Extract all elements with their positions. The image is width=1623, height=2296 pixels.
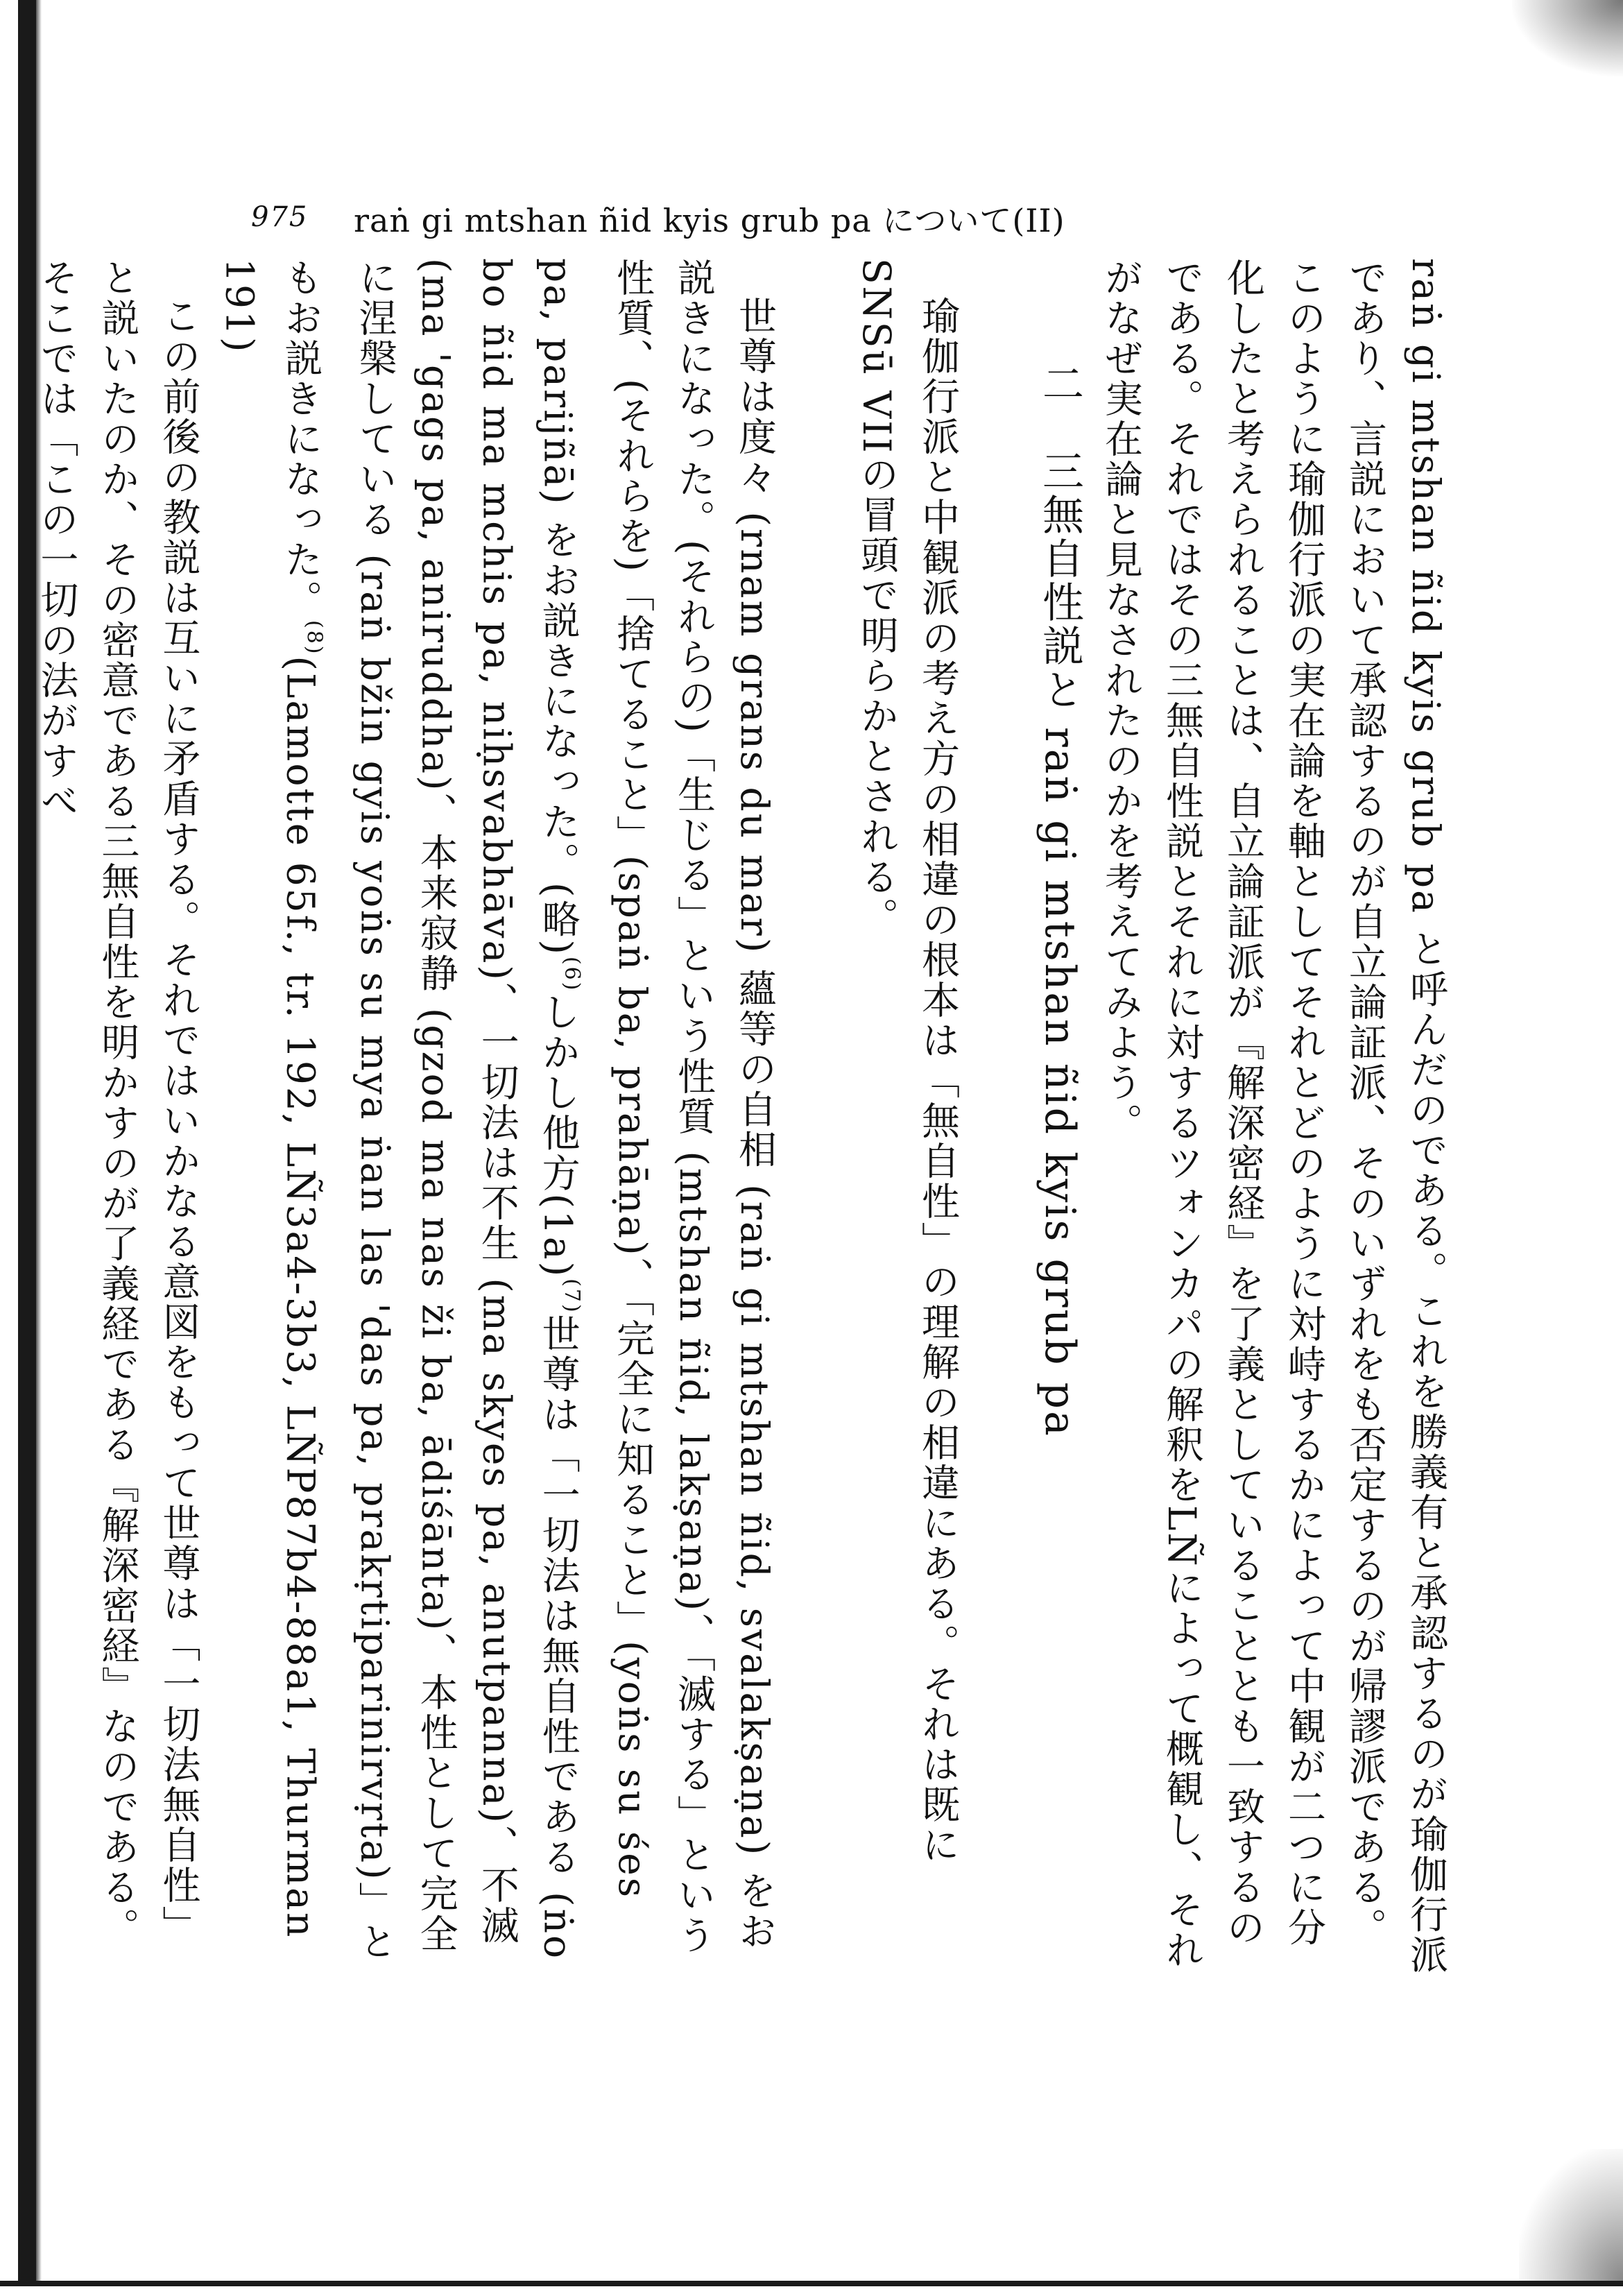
- body-text: [34, 258, 1457, 1978]
- quote-part-b: しかし他方: [535, 992, 581, 1194]
- quote-paragraph: [209, 258, 785, 1978]
- page-number: 975: [251, 201, 309, 233]
- section-heading: 二 三無自性説と raṅ gi mtshan ñid kyis grub pa: [1036, 362, 1084, 1438]
- running-title: raṅ gi mtshan ñid kyis grub pa について(II): [354, 202, 1065, 239]
- paragraph-4: この前後の教説は互いに矛盾する。それではいかなる意図をもって世尊は「一切法無自性」と説いたのか、その密意である三無自性を明かすのが了義経である『解深密経』なのである。そこでは「この一切の法がすべ: [34, 258, 201, 1948]
- scan-bottom-edge: [0, 2281, 1623, 2286]
- label-1a: (1a): [535, 1193, 581, 1279]
- scan-corner-top-right: [1512, 0, 1623, 76]
- footnote-ref-7: (7): [560, 1278, 584, 1314]
- paragraph-1: raṅ gi mtshan ñid kyis grub pa と呼んだのである。これを勝義有と承認するのが瑜伽行派であり、言説において承認するのが自立論証派、そのいずれをも否定するのが帰謬派である。このように瑜伽行派の実在論を軸としてそれとどのように対峙するかによって中観が二つに分化したと考えられることは、自立論証派が『解深密経』を了義としていることとも一致するのである。それではその三無自性説とそれに対するツォンカパの解釈をLÑによって概観し、それがなぜ実在論と見なされたのかを考えてみよう。: [1099, 258, 1448, 1976]
- paragraph-2: 瑜伽行派と中観派の考え方の相違の根本は「無自性」の理解の相違にある。それは既にSNSū VIIの冒頭で明らかとされる。: [855, 258, 960, 1865]
- quote-part-c: 世尊は「一切法は無自性である (ṅo bo ñid ma mchis pa, niḥsvabhāva)、一切法は不生 (ma skyes pa, anutpanna)、不滅 (ma 'gags pa, aniruddha)、本来寂静 (gzod ma nas ži ba, ādiśānta)、本性として完全に涅槃している (raṅ bžin gyis yoṅs su mya ṅan las 'das pa, prakṛtiparinirvṛta)」ともお説きになった。: [278, 258, 581, 1962]
- scan-corner-bottom-right: [1519, 2149, 1623, 2281]
- footnote-ref-6: (6): [560, 956, 584, 993]
- quote-part-a: 世尊は度々 (rnam grans du mar) 蘊等の自相 (raṅ gi mtshan ñid, svalakṣaṇa) をお説きになった。(それらの)「生じる」という性質 (mtshan ñid, lakṣaṇa)、「滅する」という性質、(それらを)「捨てること」(spaṅ ba, prahāṇa)、「完全に知ること」(yoṅs su śes pa, parijñā) をお説きになった。(略): [535, 258, 777, 1956]
- citation: (Lamotte 65f., tr. 192, LÑ3a4-3b3, LÑP87b4-88a1, Thurman 191): [217, 258, 323, 1939]
- footnote-ref-8: (8): [302, 620, 327, 656]
